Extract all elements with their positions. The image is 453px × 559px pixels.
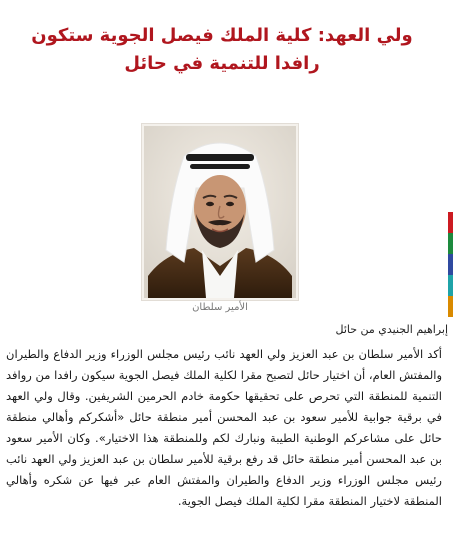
portrait-photo-icon xyxy=(144,126,296,298)
article-byline: إبراهيم الجنيدي من حائل xyxy=(335,323,448,336)
article-body: أكد الأمير سلطان بن عبد العزيز ولي العهد نائب رئيس مجلس الوزراء وزير الدفاع والطيران والمفتش العام، أن اختيار حائل لتصبح مقرا لكلية الملك فيصل الجوية سيكون رافدا من روافد التنمية للمنطقة التي تحرص على تحقيقها حكومة خادم الحرمين الشريفين. وقال ولي العهد في برقية جوابية للأمير سعود بن عبد المحسن أمير منطقة حائل «أشكركم وأهالي منطقة حائل على مشاعركم الوطنية الطيبة ونبارك لكم وللمنطقة هذا الاختيار». وكان الأمير سعود بن عبد المحسن أمير منطقة حائل قد رفع برقية للأمير سلطان بن عبد العزيز ولي العهد نائب رئيس مجلس الوزراء وزير الدفاع والطيران والمفتش العام عبر فيها عن شكره وأهالي المنطقة لاختيار المنطقة مقرا لكلية الملك فيصل الجوية. xyxy=(6,347,442,508)
side-color-stripes xyxy=(448,212,453,317)
side-stripe xyxy=(448,212,453,233)
photo-caption: الأمير سلطان xyxy=(192,302,248,313)
side-stripe xyxy=(448,296,453,317)
article-headline: ولي العهد: كلية الملك فيصل الجوية ستكون رافدا للتنمية في حائل xyxy=(31,25,413,74)
article-photo xyxy=(141,123,299,301)
side-stripe xyxy=(448,233,453,254)
side-stripe xyxy=(448,254,453,275)
side-stripe xyxy=(448,275,453,296)
